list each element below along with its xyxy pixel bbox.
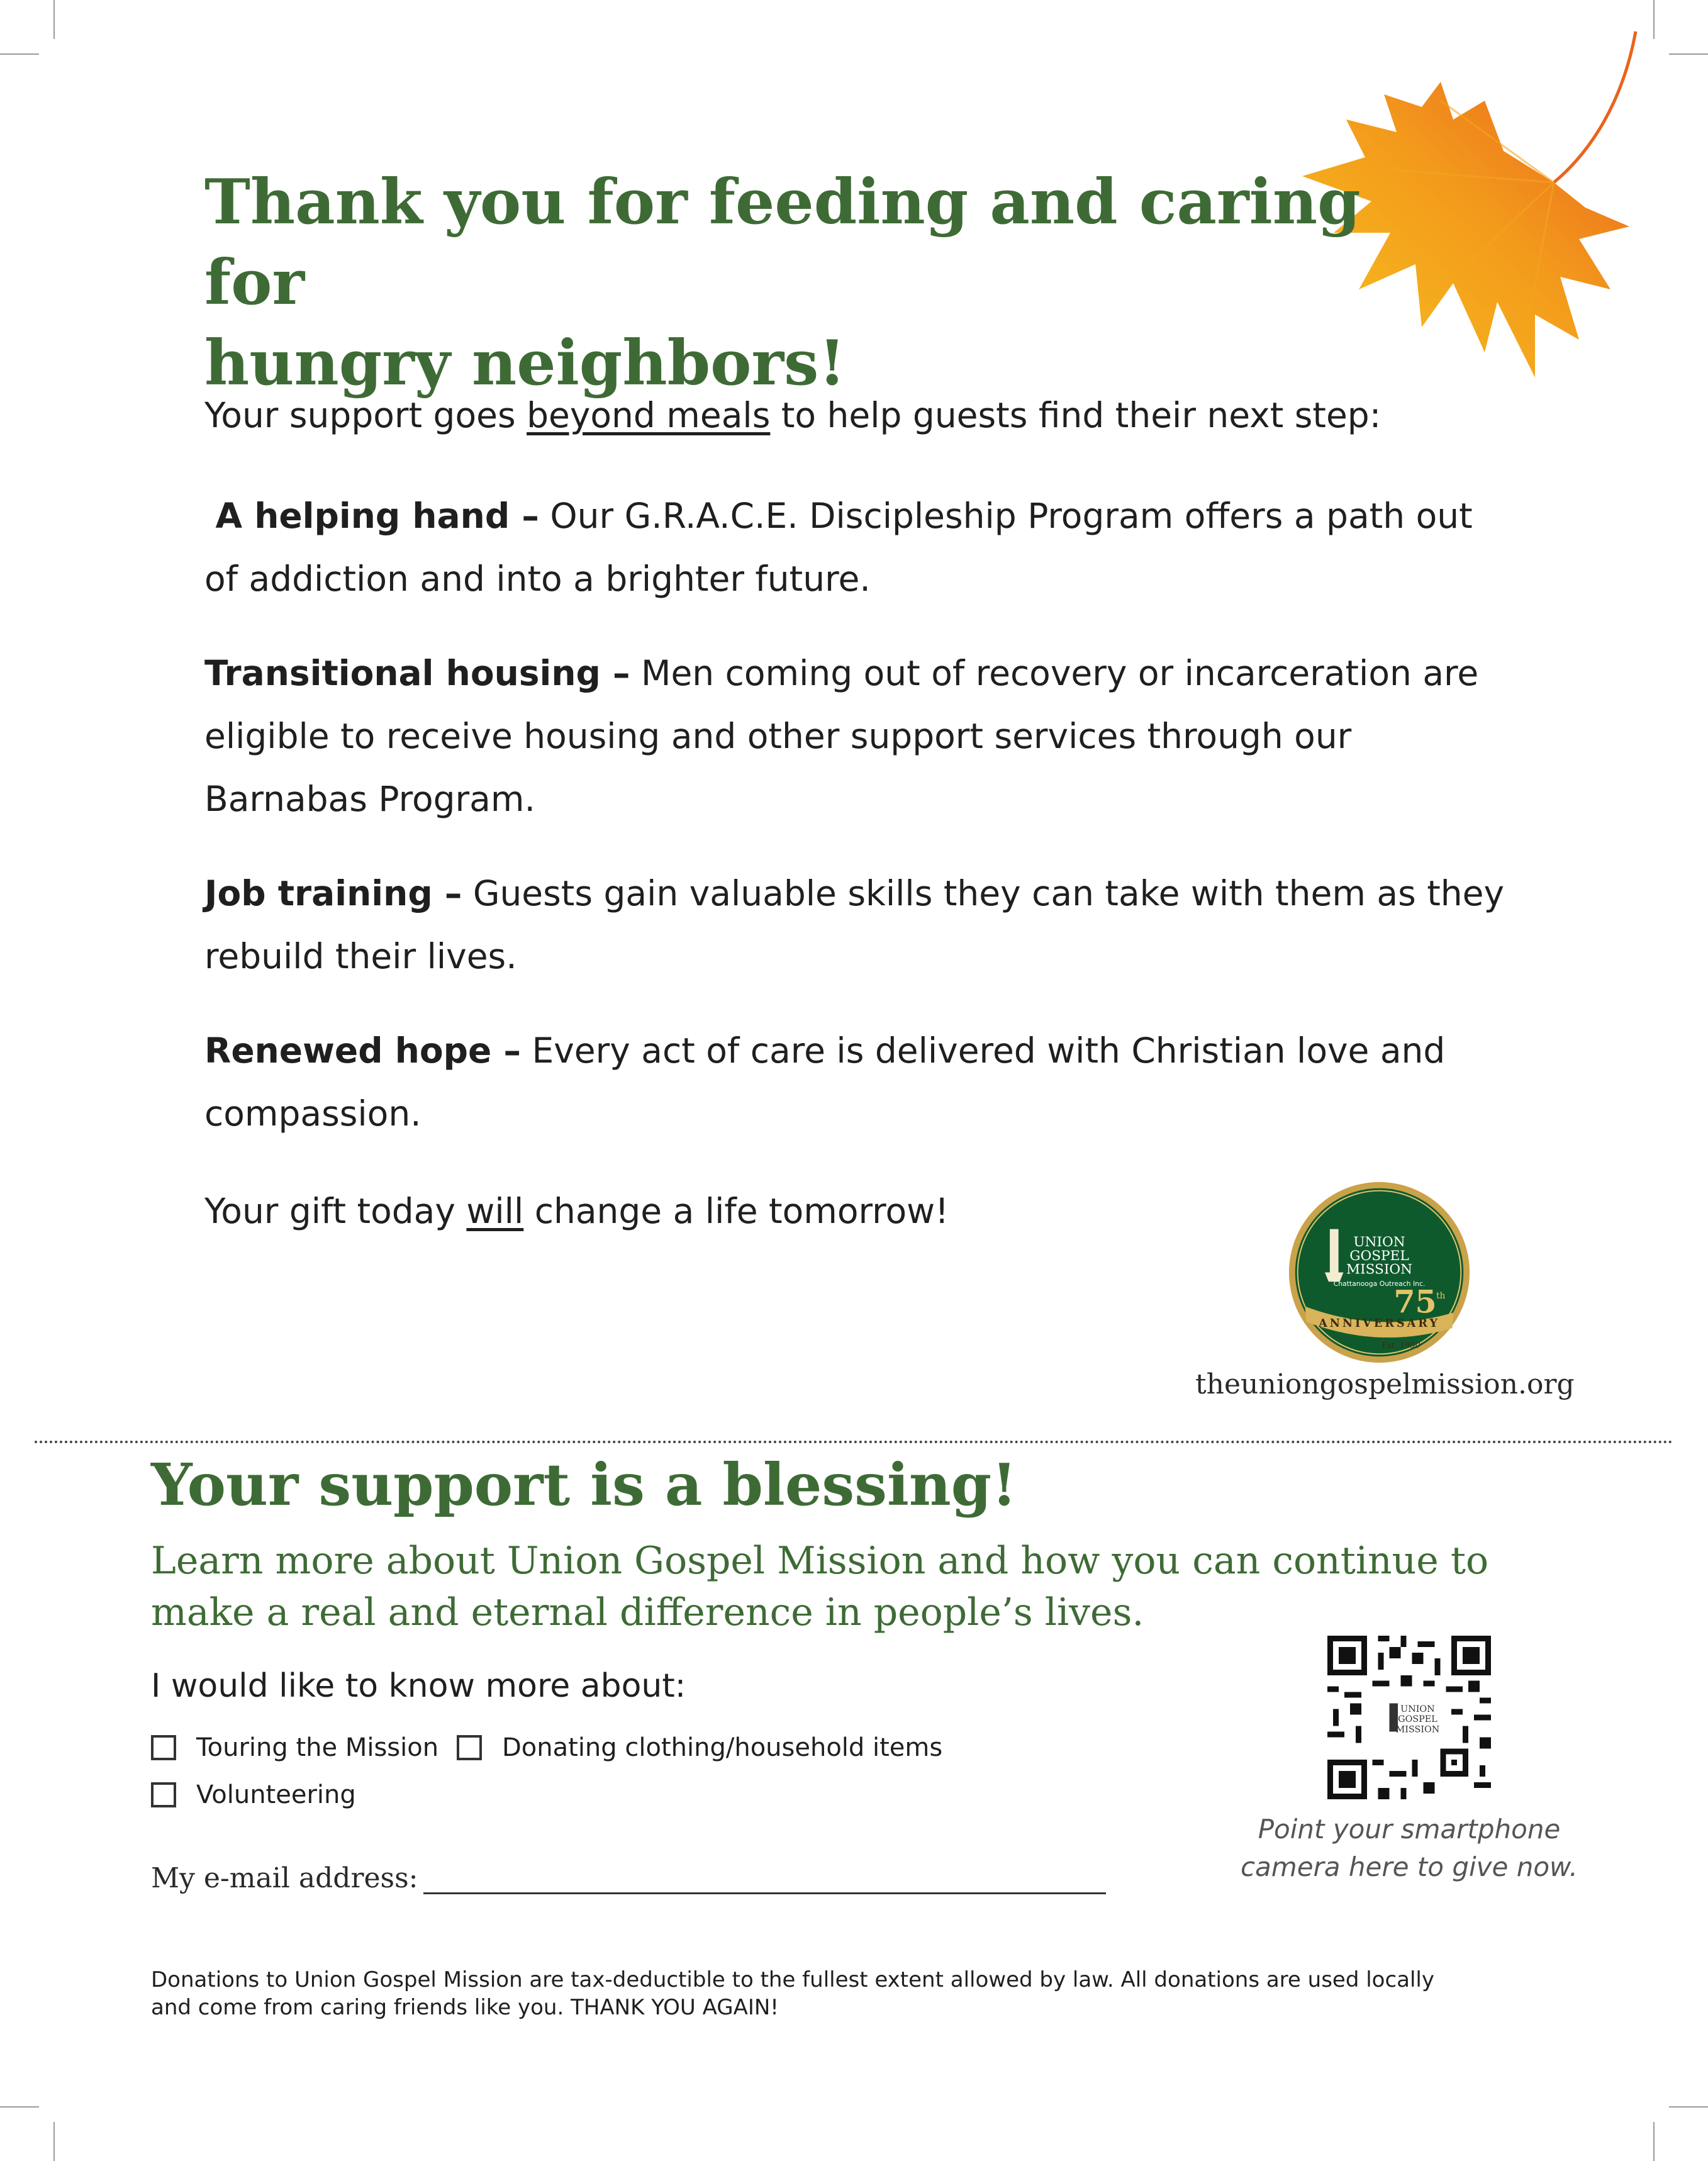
support-title: Your support is a blessing! [151, 1451, 1017, 1519]
option-label: Volunteering [196, 1780, 356, 1809]
headline [204, 162, 1400, 404]
footer-line-1: Donations to Union Gospel Mission are tax-deductible to the fullest extent allowed by law. All donations are used locally [151, 1967, 1434, 1992]
footer-disclaimer [151, 1966, 1554, 2021]
checkbox-icon[interactable] [151, 1735, 176, 1760]
badge-org-line3: MISSION [1346, 1261, 1413, 1278]
crop-mark [53, 2122, 55, 2161]
item-text: Guests gain valuable skills they can take with them as they rebuild their lives. [204, 873, 1505, 976]
qr-org-line2: GOSPEL [1398, 1714, 1437, 1725]
website-url[interactable]: theuniongospelmission.org [1195, 1368, 1575, 1400]
item-text: Men coming out of recovery or incarceration are eligible to receive housing and other support services through our Barnabas Program. [204, 653, 1479, 819]
email-label: My e-mail address: [151, 1862, 418, 1894]
item-title: Transitional housing – [204, 653, 630, 693]
crop-mark [1653, 0, 1655, 39]
closing-post: change a life tomorrow! [523, 1191, 949, 1231]
footer-line-2: and come from caring friends like you. THANK YOU AGAIN! [151, 1995, 779, 2020]
option-label: Donating clothing/household items [502, 1733, 943, 1762]
crop-mark [0, 53, 39, 55]
qr-code-icon[interactable] [1327, 1636, 1491, 1799]
headline-line-2: hungry neighbors! [204, 327, 846, 399]
item-text: Our G.R.A.C.E. Discipleship Program offers a path out of addiction and into a brighter future. [204, 496, 1473, 599]
qr-org-line1: UNION [1400, 1704, 1435, 1715]
item-title: Job training – [204, 873, 462, 913]
lighthouse-icon [1330, 1229, 1339, 1273]
qr-org-line3: MISSION [1395, 1724, 1440, 1735]
option-volunteering[interactable] [151, 1780, 356, 1809]
email-field[interactable] [423, 1867, 1106, 1894]
badge-org-line1: UNION [1353, 1234, 1405, 1251]
crop-mark [1669, 2106, 1708, 2108]
option-label: Touring the Mission [196, 1733, 439, 1762]
badge-est: Est. 1950 [1381, 1341, 1421, 1351]
badge-number: 75 [1393, 1283, 1437, 1321]
headline-line-1: Thank you for feeding and caring for [204, 166, 1361, 319]
item-title: Renewed hope – [204, 1030, 522, 1071]
item-title: A helping hand – [215, 496, 539, 536]
item-transitional-housing [204, 642, 1494, 830]
item-job-training [204, 862, 1513, 988]
badge-ribbon: ANNIVERSARY [1319, 1317, 1440, 1331]
badge-org-sub: Chattanooga Outreach Inc. [1333, 1280, 1426, 1288]
checkbox-icon[interactable] [457, 1735, 482, 1760]
checkbox-icon[interactable] [151, 1782, 176, 1807]
intro-paragraph [204, 384, 1494, 447]
crop-mark [1669, 53, 1708, 55]
crop-mark [0, 2106, 39, 2108]
intro-post: to help guests find their next step: [770, 395, 1381, 435]
intro-underlined: beyond meals [527, 395, 771, 435]
know-more-label: I would like to know more about: [151, 1667, 686, 1705]
badge-org-line2: GOSPEL [1349, 1248, 1409, 1264]
closing-underlined: will [466, 1191, 524, 1231]
crop-mark [1653, 2122, 1655, 2161]
intro-pre: Your support goes [204, 395, 527, 435]
anniversary-badge [1287, 1180, 1472, 1365]
option-donating[interactable] [457, 1733, 942, 1762]
option-touring[interactable] [151, 1733, 438, 1762]
badge-suffix: th [1436, 1290, 1446, 1301]
crop-mark [53, 0, 55, 39]
closing-pre: Your gift today [204, 1191, 467, 1231]
email-row [151, 1862, 1106, 1894]
qr-caption-line-1: Point your smartphone [1258, 1814, 1561, 1845]
support-subtitle: Learn more about Union Gospel Mission and how you can continue to make a real and eternal difference in people’s lives. [151, 1539, 1489, 1634]
item-renewed-hope [204, 1019, 1463, 1145]
item-text: Every act of care is delivered with Christian love and compassion. [204, 1030, 1446, 1134]
qr-caption-line-2: camera here to give now. [1240, 1851, 1578, 1882]
tear-off-divider [35, 1441, 1673, 1443]
item-helping-hand [204, 484, 1513, 610]
qr-caption [1227, 1811, 1592, 1886]
